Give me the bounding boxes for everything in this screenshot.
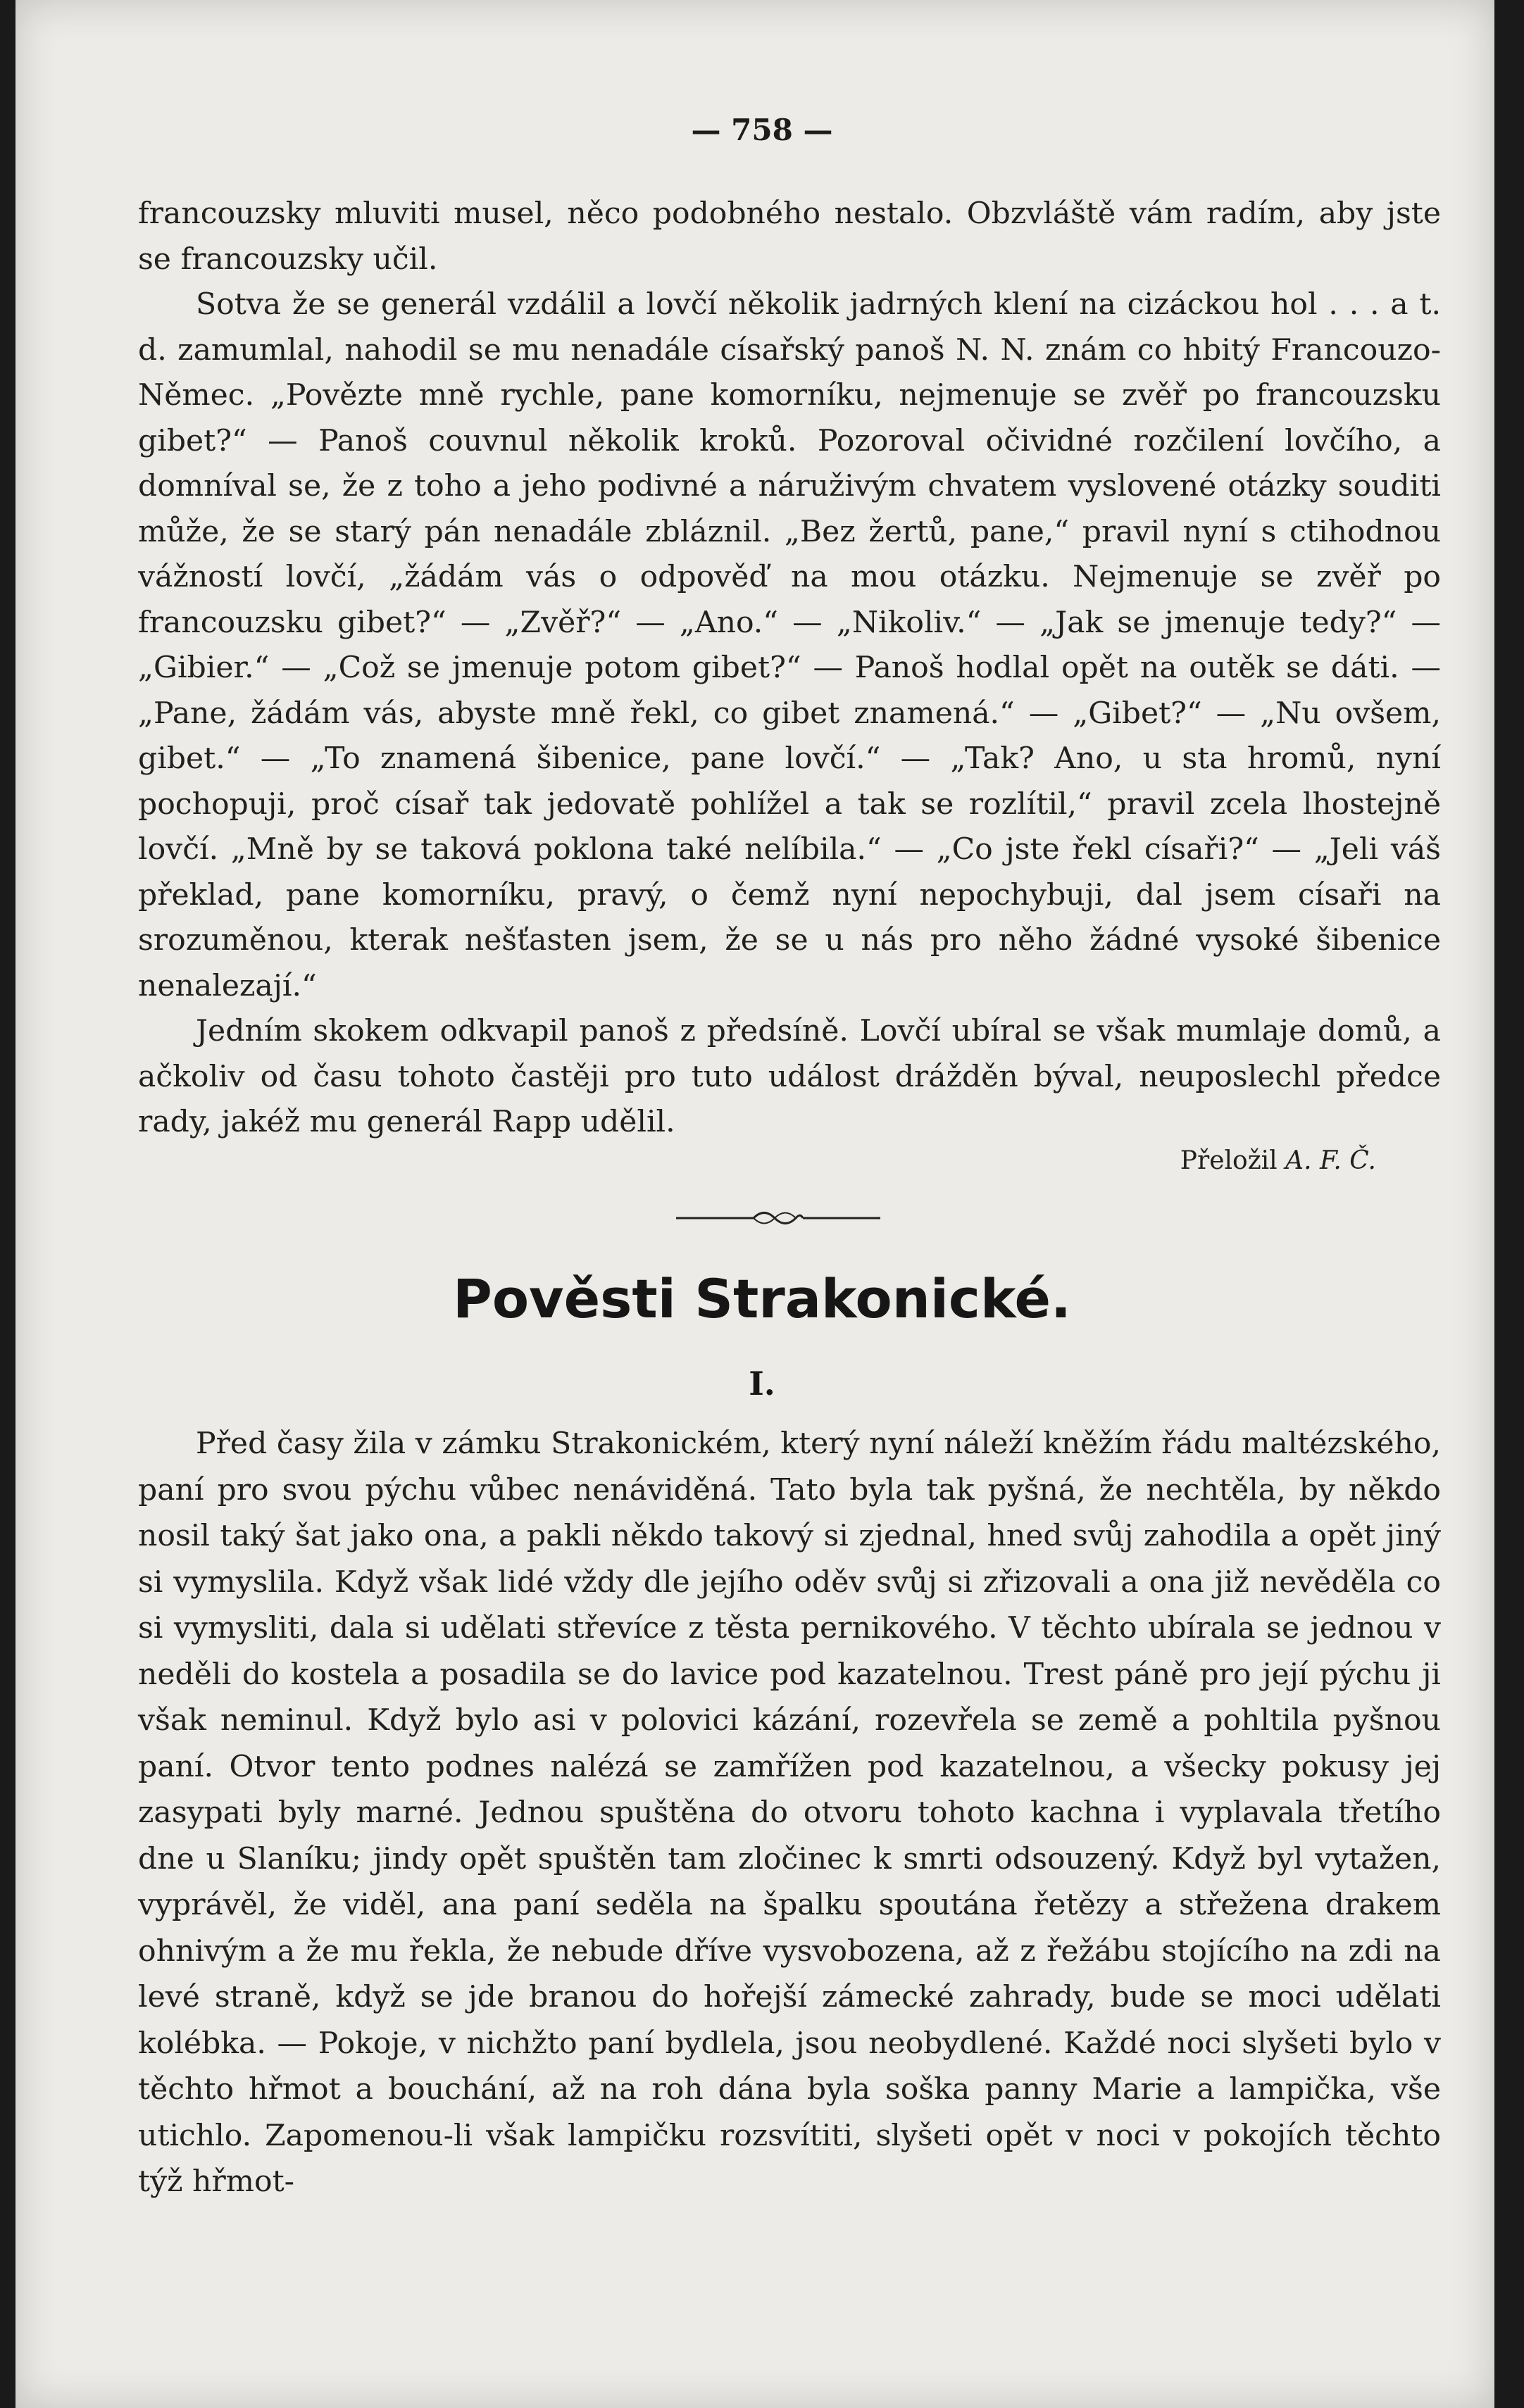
section-number: I. xyxy=(749,1365,775,1403)
paragraph: Sotva že se generál vzdálil a lovčí několik jadrných klení na cizáckou hol . . . a t. d. zamumlal, nahodil se mu nenadále císařský panoš N. N. znám co hbitý Francouzo-Němec. „Povězte mně rychle, pane komorníku, nejmenuje se zvěř po francouzsku gibet?“ — Panoš couvnul několik kroků. Pozoroval očividné rozčilení lovčího, a domníval se, že z toho a jeho podivné a náruživým chvatem vyslovené otázky souditi může, že se starý pán nenadále zbláznil. „Bez žertů, pane,“ pravil nyní s ctihodnou vážností lovčí, „žádám vás o odpověď na mou otázku. Nejmenuje se zvěř po francouzsku gibet?“ — „Zvěř?“ — „Ano.“ — „Nikoliv.“ — „Jak se jmenuje tedy?“ — „Gibier.“ — „Což se jmenuje potom gibet?“ — Panoš hodlal opět na outěk se dáti. — „Pane, žádám vás, abyste mně řekl, co gibet znamená.“ — „Gibet?“ — „Nu ovšem, gibet.“ — „To znamená šibenice, pane lovčí.“ — „Tak? Ano, u sta hromů, nyní pochopuji, proč císař tak jedovatě pohlížel a tak se rozlítil,“ pravil zcela lhostejně lovčí. „Mně by se taková poklona také nelíbila.“ — „Co jste řekl císaři?“ — „Jeli váš překlad, pane komorníku, pravý, o čemž nyní nepochybuji, dal jsem císaři na srozuměnou, kterak nešťasten jsem, že se u nás pro něho žádné vysoké šibenice nenalezají.“ xyxy=(138,287,1441,1003)
page-number: — 758 — xyxy=(691,113,833,147)
signature-label: Přeložil xyxy=(1180,1146,1278,1175)
legend-text-block xyxy=(138,1421,1441,2205)
paragraph: Jedním skokem odkvapil panoš z předsíně. Lovčí ubíral se však mumlaje domů, a ačkoliv od času tohoto častěji pro tuto událost drážděn býval, neuposlechl předce rady, jakéž mu generál Rapp udělil. xyxy=(138,1014,1441,1139)
ornament-divider xyxy=(676,1210,880,1227)
paragraph: Před časy žila v zámku Strakonickém, který nyní náleží kněžím řádu maltézského, paní pro svou pýchu vůbec nenáviděná. Tato byla tak pyšná, že nechtěla, by někdo nosil taký šat jako ona, a pakli někdo takový si zjednal, hned svůj zahodila a opět jiný si vymyslila. Když však lidé vždy dle jejího oděv svůj si zřizovali a ona již nevěděla co si vymysliti, dala si udělati střevíce z těsta pernikového. V těchto ubírala se jednou v neděli do kostela a posadila se do lavice pod kazatelnou. Trest páně pro její pýchu ji však neminul. Když bylo asi v polovici kázání, rozevřela se země a pohltila pyšnou paní. Otvor tento podnes nalézá se zamřížen pod kazatelnou, a všecky pokusy jej zasypati byly marné. Jednou spuštěna do otvoru tohoto kachna i vyplavala třetího dne u Slaníku; jindy opět spuštěn tam zločinec k smrti odsouzený. Když byl vytažen, vyprávěl, že viděl, ana paní seděla na špalku spoutána řetězy a střežena drakem ohnivým a že mu řekla, že nebude dříve vysvobozena, až z řežábu stojícího na zdi na levé straně, když se jde branou do hořejší zámecké zahrady, bude se moci udělati kolébka. — Pokoje, v nichžto paní bydlela, jsou neobydlené. Každé noci slyšeti bylo v těchto hřmot a bouchání, až na roh dána byla soška panny Marie a lampička, vše utichlo. Zapomenou-li však lampičku rozsvítiti, slyšeti opět v noci v pokojích těchto týž hřmot- xyxy=(138,1426,1441,2199)
signature-name: A. F. Č. xyxy=(1285,1146,1376,1175)
story-text-block xyxy=(138,192,1441,1146)
translator-signature xyxy=(1180,1146,1376,1175)
paragraph: francouzsky mluviti musel, něco podobného nestalo. Obzvláště vám radím, aby jste se francouzsky učil. xyxy=(138,196,1441,277)
section-title: Pověsti Strakonické. xyxy=(453,1267,1071,1330)
